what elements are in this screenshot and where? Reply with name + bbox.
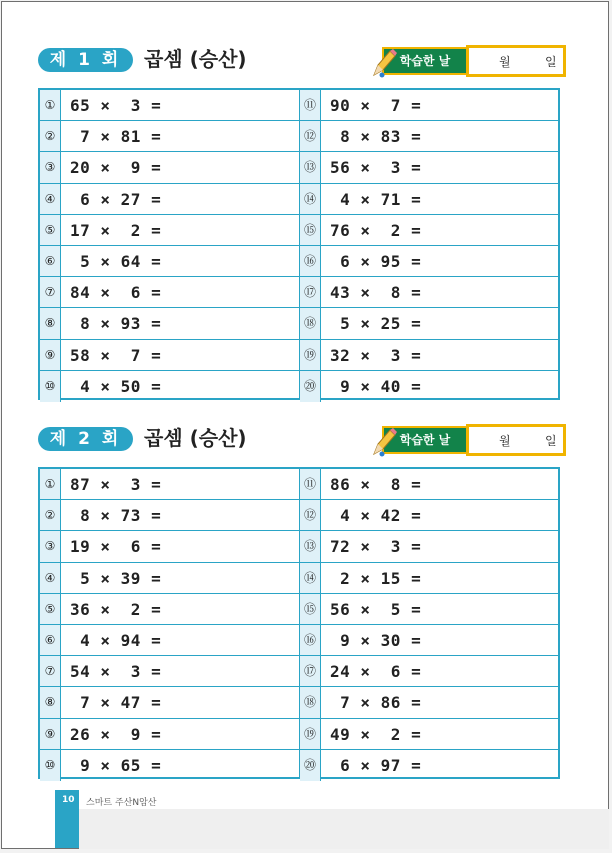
month-label: 월 bbox=[499, 55, 511, 69]
problem-number: ⑨ bbox=[40, 719, 61, 749]
section-header bbox=[38, 42, 562, 86]
problem-number: ⑥ bbox=[40, 246, 61, 276]
round-badge: 제 1 회 bbox=[38, 48, 133, 72]
problem-row bbox=[300, 308, 560, 339]
problem-row bbox=[300, 750, 560, 781]
book-title: 스마트 주산N암산 bbox=[86, 798, 157, 808]
problem-expression: 5 × 64 = bbox=[70, 251, 162, 271]
problem-row bbox=[300, 563, 560, 594]
day-label: 일 bbox=[545, 434, 557, 448]
problem-expression: 54 × 3 = bbox=[70, 662, 162, 682]
month-label: 월 bbox=[499, 434, 511, 448]
problem-row bbox=[300, 687, 560, 718]
problem-row bbox=[300, 594, 560, 625]
problem-row bbox=[300, 625, 560, 656]
problem-row bbox=[40, 90, 300, 121]
problem-number: ⑱ bbox=[300, 687, 321, 717]
problem-expression: 4 × 94 = bbox=[70, 630, 162, 650]
problem-number: ⑯ bbox=[300, 625, 321, 655]
problem-number: ④ bbox=[40, 184, 61, 214]
problem-row bbox=[40, 469, 300, 500]
problem-number: ③ bbox=[40, 152, 61, 182]
problem-row bbox=[300, 121, 560, 152]
problem-number: ② bbox=[40, 121, 61, 151]
problem-number: ⑰ bbox=[300, 277, 321, 307]
problem-expression: 5 × 39 = bbox=[70, 568, 162, 588]
study-date-input[interactable] bbox=[466, 45, 566, 77]
pencil-icon bbox=[368, 45, 398, 79]
problem-row bbox=[40, 500, 300, 531]
page-number: 10 bbox=[62, 795, 75, 805]
problem-column-left bbox=[40, 469, 300, 777]
problem-expression: 6 × 95 = bbox=[330, 251, 422, 271]
problem-number: ⑬ bbox=[300, 152, 321, 182]
problem-number: ⑱ bbox=[300, 308, 321, 338]
problem-row bbox=[300, 246, 560, 277]
problem-expression: 4 × 71 = bbox=[330, 189, 422, 209]
problem-expression: 86 × 8 = bbox=[330, 475, 422, 494]
problem-expression: 8 × 73 = bbox=[70, 506, 162, 526]
problem-row bbox=[300, 215, 560, 246]
problem-number: ⑪ bbox=[300, 469, 321, 499]
section-2 bbox=[38, 421, 562, 775]
problem-expression: 7 × 47 = bbox=[70, 693, 162, 713]
problem-row bbox=[40, 719, 300, 750]
problem-number: ⑳ bbox=[300, 750, 321, 781]
problem-number: ⑫ bbox=[300, 500, 321, 530]
problem-number: ③ bbox=[40, 531, 61, 561]
problem-expression: 7 × 81 = bbox=[70, 127, 162, 147]
problem-number: ② bbox=[40, 500, 61, 530]
problem-number: ⑲ bbox=[300, 340, 321, 370]
problem-expression: 65 × 3 = bbox=[70, 96, 162, 115]
problem-number: ⑤ bbox=[40, 594, 61, 624]
problem-expression: 6 × 27 = bbox=[70, 189, 162, 209]
problem-column-left bbox=[40, 90, 300, 398]
problem-column-right bbox=[300, 469, 560, 777]
problem-number: ⑧ bbox=[40, 687, 61, 717]
problem-row bbox=[300, 184, 560, 215]
problem-expression: 9 × 40 = bbox=[330, 376, 422, 396]
section-header bbox=[38, 421, 562, 465]
day-label: 일 bbox=[545, 55, 557, 69]
problem-grid bbox=[38, 467, 560, 779]
problem-row bbox=[300, 469, 560, 500]
problem-row bbox=[300, 277, 560, 308]
problem-row bbox=[40, 656, 300, 687]
problem-row bbox=[300, 90, 560, 121]
problem-expression: 56 × 3 = bbox=[330, 158, 422, 178]
problem-expression: 8 × 83 = bbox=[330, 127, 422, 147]
problem-row bbox=[300, 340, 560, 371]
problem-expression: 2 × 15 = bbox=[330, 568, 422, 588]
problem-number: ⑧ bbox=[40, 308, 61, 338]
study-date-box bbox=[368, 45, 558, 75]
problem-row bbox=[40, 152, 300, 183]
problem-expression: 87 × 3 = bbox=[70, 475, 162, 494]
section-title: 곱셈 (승산) bbox=[144, 47, 247, 71]
problem-row bbox=[300, 531, 560, 562]
problem-row bbox=[300, 500, 560, 531]
worksheet-page bbox=[1, 1, 609, 849]
problem-row bbox=[40, 594, 300, 625]
footer-band bbox=[79, 809, 609, 849]
problem-expression: 4 × 42 = bbox=[330, 506, 422, 526]
problem-row bbox=[40, 121, 300, 152]
problem-row bbox=[300, 656, 560, 687]
problem-number: ⑬ bbox=[300, 531, 321, 561]
problem-number: ⑰ bbox=[300, 656, 321, 686]
problem-expression: 72 × 3 = bbox=[330, 537, 422, 557]
problem-row bbox=[40, 563, 300, 594]
problem-number: ⑮ bbox=[300, 215, 321, 245]
problem-row bbox=[300, 371, 560, 402]
problem-number: ⑪ bbox=[300, 90, 321, 120]
problem-number: ⑦ bbox=[40, 656, 61, 686]
problem-expression: 90 × 7 = bbox=[330, 96, 422, 115]
problem-expression: 8 × 93 = bbox=[70, 314, 162, 334]
problem-expression: 36 × 2 = bbox=[70, 599, 162, 619]
problem-number: ⑯ bbox=[300, 246, 321, 276]
problem-number: ⑭ bbox=[300, 563, 321, 593]
problem-number: ⑦ bbox=[40, 277, 61, 307]
problem-number: ⑥ bbox=[40, 625, 61, 655]
problem-number: ⑳ bbox=[300, 371, 321, 402]
problem-expression: 76 × 2 = bbox=[330, 220, 422, 240]
study-date-box bbox=[368, 424, 558, 454]
problem-grid bbox=[38, 88, 560, 400]
problem-number: ④ bbox=[40, 563, 61, 593]
problem-expression: 32 × 3 = bbox=[330, 345, 422, 365]
problem-expression: 84 × 6 = bbox=[70, 283, 162, 303]
problem-number: ⑲ bbox=[300, 719, 321, 749]
problem-expression: 58 × 7 = bbox=[70, 345, 162, 365]
round-badge: 제 2 회 bbox=[38, 427, 133, 451]
section-1 bbox=[38, 42, 562, 396]
study-date-label: 학습한 날 bbox=[382, 426, 468, 454]
pencil-icon bbox=[368, 424, 398, 458]
problem-row bbox=[40, 277, 300, 308]
problem-row bbox=[40, 531, 300, 562]
problem-row bbox=[40, 308, 300, 339]
section-title: 곱셈 (승산) bbox=[144, 426, 247, 450]
problem-row bbox=[40, 750, 300, 781]
problem-number: ⑫ bbox=[300, 121, 321, 151]
problem-number: ① bbox=[40, 469, 61, 499]
problem-expression: 17 × 2 = bbox=[70, 220, 162, 240]
problem-row bbox=[40, 625, 300, 656]
problem-expression: 9 × 30 = bbox=[330, 630, 422, 650]
problem-expression: 4 × 50 = bbox=[70, 376, 162, 396]
problem-row bbox=[40, 371, 300, 402]
problem-expression: 20 × 9 = bbox=[70, 158, 162, 178]
problem-number: ⑤ bbox=[40, 215, 61, 245]
problem-expression: 43 × 8 = bbox=[330, 283, 422, 303]
problem-number: ⑩ bbox=[40, 371, 61, 402]
problem-row bbox=[40, 184, 300, 215]
problem-row bbox=[300, 719, 560, 750]
problem-expression: 19 × 6 = bbox=[70, 537, 162, 557]
problem-row bbox=[40, 215, 300, 246]
problem-expression: 6 × 97 = bbox=[330, 755, 422, 775]
problem-number: ⑮ bbox=[300, 594, 321, 624]
problem-expression: 49 × 2 = bbox=[330, 724, 422, 744]
problem-row bbox=[40, 246, 300, 277]
problem-row bbox=[300, 152, 560, 183]
problem-number: ⑭ bbox=[300, 184, 321, 214]
problem-expression: 56 × 5 = bbox=[330, 599, 422, 619]
problem-row bbox=[40, 340, 300, 371]
problem-expression: 26 × 9 = bbox=[70, 724, 162, 744]
study-date-label: 학습한 날 bbox=[382, 47, 468, 75]
problem-column-right bbox=[300, 90, 560, 398]
problem-number: ⑩ bbox=[40, 750, 61, 781]
study-date-input[interactable] bbox=[466, 424, 566, 456]
problem-row bbox=[40, 687, 300, 718]
problem-expression: 9 × 65 = bbox=[70, 755, 162, 775]
problem-expression: 7 × 86 = bbox=[330, 693, 422, 713]
problem-expression: 24 × 6 = bbox=[330, 662, 422, 682]
problem-expression: 5 × 25 = bbox=[330, 314, 422, 334]
problem-number: ① bbox=[40, 90, 61, 120]
problem-number: ⑨ bbox=[40, 340, 61, 370]
